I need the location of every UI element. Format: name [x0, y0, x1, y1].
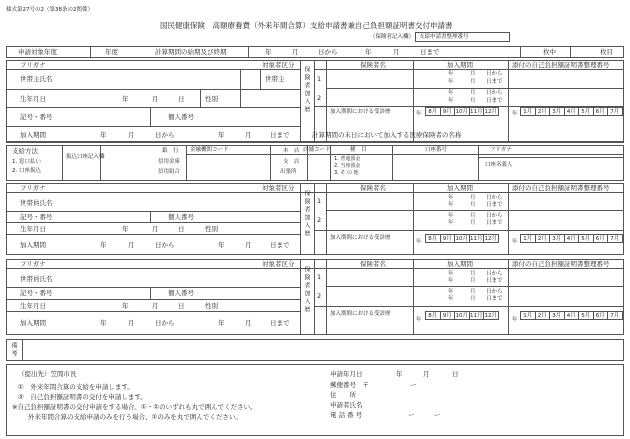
holder-label: 口座名義人 [485, 162, 513, 168]
insurer-ref-box [415, 32, 510, 42]
section-3 [6, 259, 624, 335]
month-cell-b1-4月[interactable]: 4月 [564, 107, 580, 116]
phone-label: 電 話 番 号 [330, 411, 363, 419]
month-cell-b3-2月[interactable]: 2月 [535, 311, 551, 320]
burden-label-1: 加入期間における受診歴 [330, 109, 391, 115]
month-cell-b2-1月[interactable]: 1月 [520, 234, 536, 243]
target-year-label: 申請対象年度 [18, 48, 57, 56]
furigana-label: フリガナ [20, 61, 46, 69]
month-cell-b3-4月[interactable]: 4月 [564, 311, 580, 320]
payment-opt2[interactable]: 2. 口座振込 [12, 168, 41, 174]
note-4: 外来年間合算の支給申請のみを行う場合、①のみを丸で囲んでください。 [28, 413, 242, 421]
month-cell-a1-9月[interactable]: 9月 [440, 107, 456, 116]
month-cell-a3-10月[interactable]: 10月 [455, 313, 468, 319]
month-cell-b1-6月[interactable]: 6月 [593, 107, 609, 116]
month-cell-b1-1月[interactable]: 1月 [520, 107, 536, 116]
address-label: 住 所 [330, 391, 356, 399]
month-cell-b1-3月[interactable]: 3月 [549, 107, 565, 116]
dob-label: 生年月日 [20, 95, 46, 103]
month-cell-a2-8月[interactable]: 8月 [425, 234, 441, 243]
cert-no-label: 添付の自己負担額証明書整理番号 [512, 61, 610, 69]
remarks-label: 備考 [10, 342, 17, 358]
insurer-ref-label: 支給申請書整理番号 [419, 34, 469, 40]
form-title: 国民健康保険 高額療養費（外来年間合算）支給申請書兼自己負担額証明書交付申請書 [160, 21, 453, 30]
account-entry-label: 振込口座記入欄 [66, 154, 105, 160]
hokensha-kanyu-label: 保険者加入歴 [303, 66, 310, 114]
section-1 [6, 60, 624, 142]
month-cell-b3-3月[interactable]: 3月 [549, 311, 565, 320]
kigo-label: 記号・番号 [20, 113, 53, 121]
kanyu-label: 加入期間 [20, 131, 46, 139]
head-name-label: 世帯主氏名 [20, 75, 53, 83]
apply-date-label: 申請年月日 [330, 370, 363, 378]
month-cell-a3-8月[interactable]: 8月 [425, 311, 441, 320]
note-1: ① 外来年間合算の支給を申請します。 [18, 383, 134, 391]
payment-method-label: 支給方法 [12, 147, 38, 155]
month-cell-b1-2月[interactable]: 2月 [535, 107, 551, 116]
head-label: 世帯主 [265, 75, 285, 83]
postal-label: 郵便番号 〒 [330, 381, 369, 389]
note-3: ※自己負担額証明書の交付申請をする場合、①・②のいずれも丸で囲んでください。 [12, 403, 257, 411]
month-cell-a1-12月[interactable]: 12月 [484, 109, 497, 115]
submit-to: （提出先）笠間市長 [18, 370, 77, 378]
month-cell-b2-3月[interactable]: 3月 [549, 234, 565, 243]
shop-code-label: 店舗コード [303, 147, 331, 153]
month-cell-a2-10月[interactable]: 10月 [455, 236, 468, 242]
page-no-label: 枚目 [600, 48, 613, 56]
month-cell-a2-11月[interactable]: 11月 [470, 236, 483, 242]
month-cell-b3-1月[interactable]: 1月 [520, 311, 536, 320]
month-cell-b2-6月[interactable]: 6月 [593, 234, 609, 243]
month-cell-a3-12月[interactable]: 12月 [484, 313, 497, 319]
month-cell-a2-12月[interactable]: 12月 [484, 236, 497, 242]
period-label: 計算期間の始期及び終期 [155, 48, 227, 56]
nendo-label: 年度 [105, 48, 118, 56]
month-cell-a2-9月[interactable]: 9月 [440, 234, 456, 243]
month-cell-b2-7月[interactable]: 7月 [607, 234, 623, 243]
page-of-label: 枚中 [543, 48, 556, 56]
month-cell-a1-11月[interactable]: 11月 [470, 109, 483, 115]
month-cell-b2-2月[interactable]: 2月 [535, 234, 551, 243]
section-2 [6, 183, 624, 255]
top-row [6, 46, 624, 58]
month-cell-a3-11月[interactable]: 11月 [470, 313, 483, 319]
account-no-label: 口座番号 [425, 147, 448, 153]
end-date-note: 計算期間の末日において加入する医療保険者の名称 [312, 131, 462, 139]
month-cell-b3-7月[interactable]: 7月 [607, 311, 623, 320]
note-2: ② 自己負担額証明書の交付を申請します。 [18, 393, 147, 401]
form-number: 様式第27号の2（第38条の2関係） [6, 7, 93, 13]
insurer-entry-label: （保険者記入欄） [370, 34, 415, 40]
personal-no-label: 個人番号 [168, 113, 194, 121]
bank-code-label: 金融機関コード [190, 147, 229, 153]
kanyu-period-label: 加入期間 [447, 61, 473, 69]
payment-opt1[interactable]: 1. 窓口払い [12, 159, 41, 165]
month-cell-b2-4月[interactable]: 4月 [564, 234, 580, 243]
month-cell-a1-8月[interactable]: 8月 [425, 107, 441, 116]
applicant-label: 申請者氏名 [330, 401, 363, 409]
shikaku-label: 対象者区分 [262, 61, 295, 69]
month-cell-b2-5月[interactable]: 5月 [578, 234, 594, 243]
month-cell-b3-5月[interactable]: 5月 [578, 311, 594, 320]
month-cell-a1-10月[interactable]: 10月 [455, 109, 468, 115]
kind-label: 種 目 [350, 147, 367, 153]
month-cell-a3-9月[interactable]: 9月 [440, 311, 456, 320]
month-cell-b1-5月[interactable]: 5月 [578, 107, 594, 116]
remarks-box [6, 339, 624, 361]
month-cell-b3-6月[interactable]: 6月 [593, 311, 609, 320]
gender-label: 性別 [205, 95, 218, 103]
month-cell-b1-7月[interactable]: 7月 [607, 107, 623, 116]
hokenja-name-label: 保険者名 [360, 61, 386, 69]
